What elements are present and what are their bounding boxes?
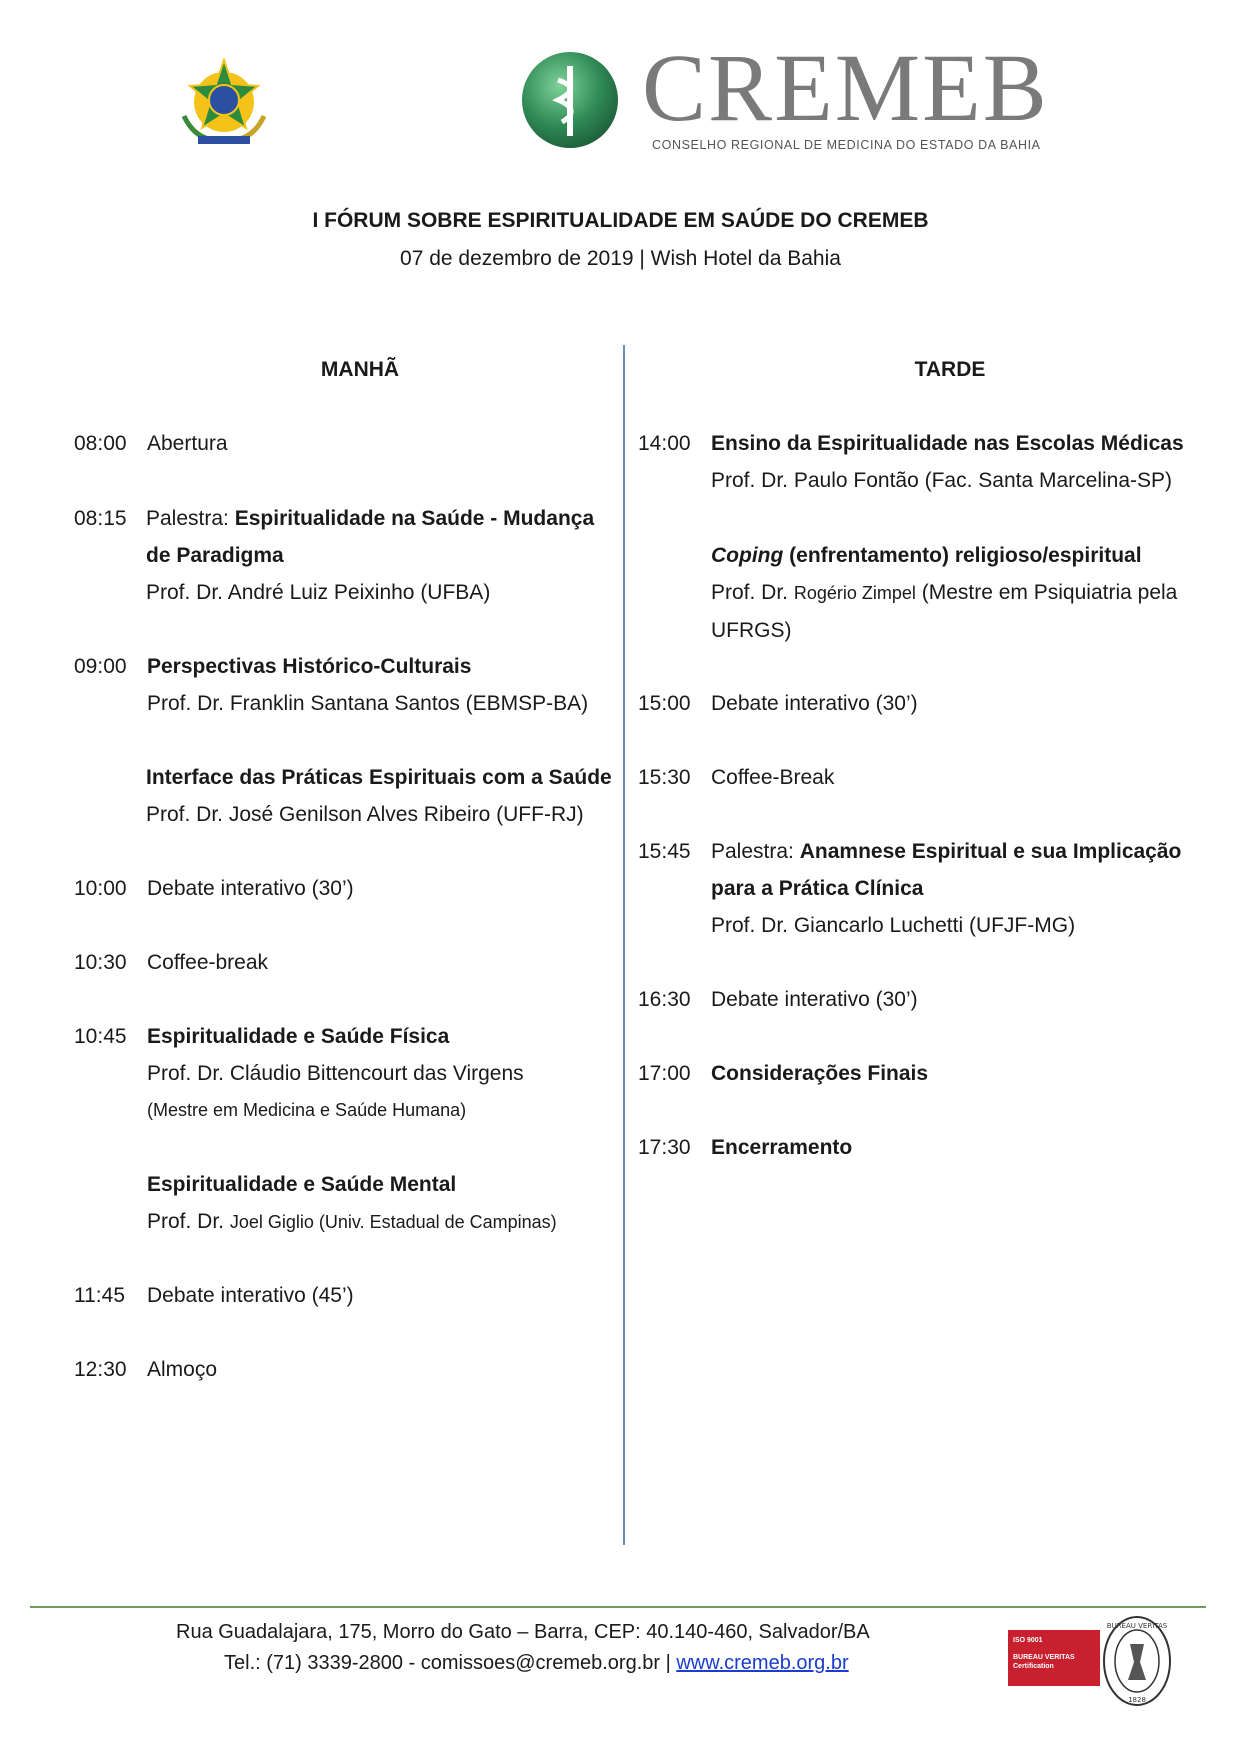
schedule-text: Debate interativo (45’) (147, 1284, 354, 1307)
schedule-item (74, 425, 614, 462)
schedule-time: 16:30 (638, 988, 691, 1011)
talk-title: Espiritualidade na Saúde - Mudança (234, 507, 595, 530)
speaker: Prof. Dr. Giancarlo Luchetti (UFJF-MG) (711, 914, 1076, 937)
schedule-item (146, 759, 616, 833)
schedule-item (638, 425, 1198, 499)
speaker-note: (Mestre em Medicina e Saúde Humana) (147, 1100, 467, 1120)
schedule-item (74, 870, 614, 907)
schedule-item (638, 1129, 1198, 1166)
schedule-item (147, 1166, 617, 1240)
talk-title: Espiritualidade e Saúde Mental (147, 1173, 457, 1196)
schedule-time: 08:15 (74, 507, 127, 530)
schedule-time: 17:00 (638, 1062, 691, 1085)
schedule-item (638, 759, 1198, 796)
speaker: Prof. Dr. José Genilson Alves Ribeiro (UFF-RJ) (146, 803, 584, 826)
schedule-time: 10:30 (74, 951, 127, 974)
schedule-item (74, 1351, 614, 1388)
speaker-affiliation-cont: UFRGS) (711, 619, 792, 642)
schedule-text: Encerramento (711, 1136, 853, 1159)
speaker-name: Rogério Zimpel (793, 583, 916, 603)
seal-text: BUREAU VERITAS (1106, 1622, 1168, 1630)
talk-title-cont: para a Prática Clínica (711, 877, 924, 900)
afternoon-heading: TARDE (914, 358, 986, 381)
schedule-item (638, 833, 1198, 944)
talk-title: Anamnese Espiritual e sua Implicação (799, 840, 1182, 863)
speaker: Prof. Dr. Paulo Fontão (Fac. Santa Marcelina-SP) (711, 469, 1173, 492)
schedule-item (74, 944, 614, 981)
talk-title-cont: de Paradigma (146, 544, 284, 567)
schedule-text: Debate interativo (30’) (711, 692, 918, 715)
cremeb-logo-text: CREMEB (642, 34, 1049, 141)
column-divider (623, 345, 625, 1545)
schedule-text: Coffee-Break (711, 766, 835, 789)
talk-title: Ensino da Espiritualidade nas Escolas Médicas (711, 432, 1184, 455)
speaker: Prof. Dr. Cláudio Bittencourt das Virgens (147, 1062, 524, 1085)
footer-divider (30, 1606, 1206, 1608)
schedule-time: 14:00 (638, 432, 691, 455)
bv-name: BUREAU VERITAS (1013, 1654, 1075, 1661)
schedule-time: 15:45 (638, 840, 691, 863)
schedule-time: 11:45 (74, 1284, 125, 1307)
footer-contact (224, 1652, 849, 1675)
schedule-item (638, 685, 1198, 722)
brazil-coat-of-arms-icon (176, 56, 272, 152)
talk-title: (enfrentamento) religioso/espiritual (783, 544, 1142, 567)
talk-title: Interface das Práticas Espirituais com a Saúde (146, 766, 612, 789)
schedule-time: 08:00 (74, 432, 127, 455)
schedule-text: Abertura (147, 432, 228, 455)
footer-address: Rua Guadalajara, 175, Morro do Gato – Barra, CEP: 40.140-460, Salvador/BA (176, 1621, 870, 1643)
bv-cert-label: Certification (1013, 1663, 1054, 1670)
schedule-item (638, 981, 1198, 1018)
schedule-time: 17:30 (638, 1136, 691, 1159)
event-date-location: 07 de dezembro de 2019 | Wish Hotel da Bahia (400, 247, 841, 270)
schedule-item (74, 648, 614, 722)
bureau-veritas-seal-icon (1102, 1614, 1172, 1708)
website-link[interactable]: www.cremeb.org.br (676, 1652, 849, 1674)
schedule-text: Debate interativo (30’) (711, 988, 918, 1011)
speaker: Joel Giglio (Univ. Estadual de Campinas) (229, 1212, 557, 1232)
seal-year: 1828 (1128, 1696, 1146, 1704)
schedule-time: 15:00 (638, 692, 691, 715)
schedule-item (638, 1055, 1198, 1092)
footer-contact-text: Tel.: (71) 3339-2800 - comissoes@cremeb.org.br | (224, 1652, 677, 1674)
iso-certification-badge (1008, 1630, 1100, 1686)
schedule-time: 15:30 (638, 766, 691, 789)
schedule-text: Coffee-break (147, 951, 269, 974)
morning-heading: MANHÃ (320, 358, 400, 381)
schedule-item (74, 500, 614, 611)
iso-label: ISO 9001 (1013, 1637, 1043, 1644)
schedule-time: 12:30 (74, 1358, 127, 1381)
schedule-time: 10:45 (74, 1025, 127, 1048)
talk-prefix: Palestra: (146, 507, 235, 530)
talk-title-italic: Coping (711, 544, 784, 567)
schedule-item (711, 537, 1201, 648)
speaker-title: Prof. Dr. (147, 1210, 230, 1233)
talk-prefix: Palestra: (711, 840, 800, 863)
speaker: Prof. Dr. Franklin Santana Santos (EBMSP-BA) (147, 692, 589, 715)
speaker: Prof. Dr. André Luiz Peixinho (UFBA) (146, 581, 491, 604)
speaker-title: Prof. Dr. (711, 581, 794, 604)
cremeb-caduceus-logo-icon (520, 50, 620, 150)
page-title: I FÓRUM SOBRE ESPIRITUALIDADE EM SAÚDE DO CREMEB (312, 209, 929, 232)
speaker-affiliation: (Mestre em Psiquiatria pela (915, 581, 1178, 604)
talk-title: Espiritualidade e Saúde Física (147, 1025, 450, 1048)
schedule-item (74, 1018, 614, 1129)
schedule-time: 09:00 (74, 655, 127, 678)
schedule-time: 10:00 (74, 877, 127, 900)
schedule-item (74, 1277, 614, 1314)
schedule-text: Considerações Finais (711, 1062, 929, 1085)
talk-title: Perspectivas Histórico-Culturais (147, 655, 472, 678)
schedule-text: Debate interativo (30’) (147, 877, 354, 900)
schedule-text: Almoço (147, 1358, 218, 1381)
cremeb-logo-subtitle: CONSELHO REGIONAL DE MEDICINA DO ESTADO DA BAHIA (652, 138, 1041, 152)
